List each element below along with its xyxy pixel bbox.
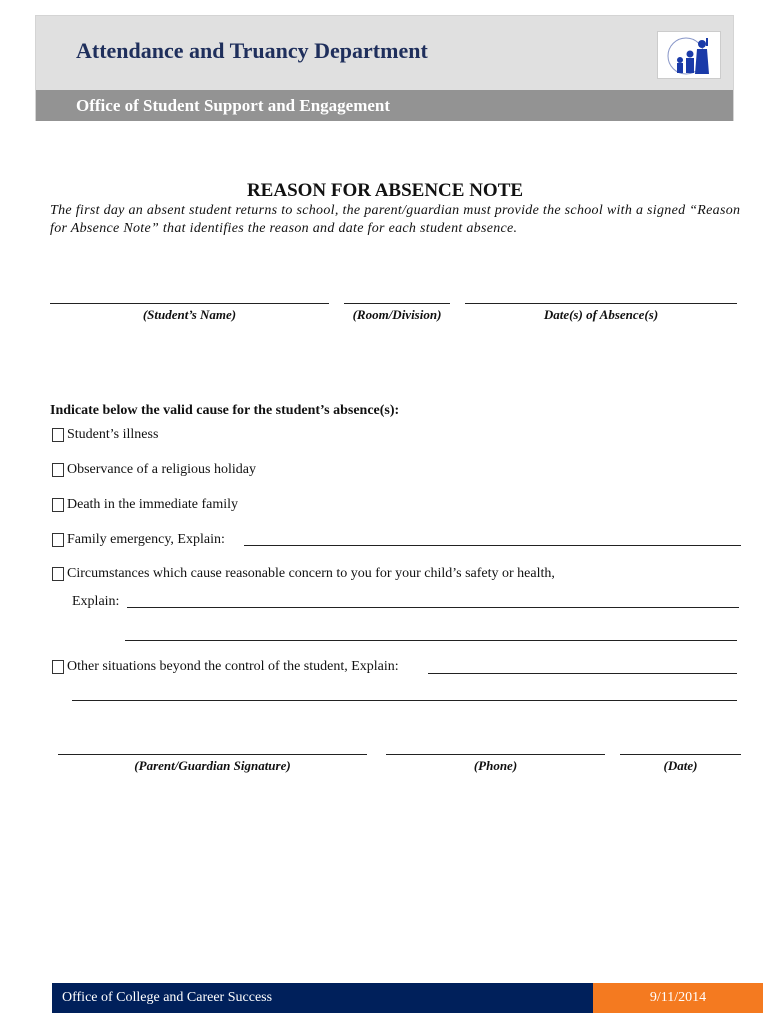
phone-caption: (Phone) — [473, 758, 518, 773]
office-subtitle: Office of Student Support and Engagement — [76, 96, 391, 115]
header-banner — [35, 15, 734, 121]
date-caption: (Date) — [663, 758, 698, 773]
checkbox[interactable] — [52, 463, 64, 477]
option-other-situations[interactable] — [52, 659, 399, 675]
other-explain-line-1[interactable] — [428, 673, 737, 674]
safety-explain-line-2[interactable] — [125, 640, 737, 641]
other-explain-line-2[interactable] — [72, 700, 737, 701]
district-logo — [657, 31, 721, 79]
dates-caption: Date(s) of Absence(s) — [543, 307, 659, 322]
option-label: Other situations beyond the control of the student, Explain: — [67, 659, 399, 674]
option-family-emergency[interactable] — [52, 532, 225, 548]
option-label: Death in the immediate family — [67, 497, 239, 512]
department-title: Attendance and Truancy Department — [76, 38, 428, 63]
phone-line[interactable] — [386, 754, 605, 755]
signature-line[interactable] — [58, 754, 367, 755]
safety-explain-line-1[interactable] — [127, 607, 739, 608]
option-label: Student’s illness — [67, 427, 159, 442]
explain-label: Explain: — [72, 594, 120, 609]
checkbox[interactable] — [52, 498, 64, 512]
checkbox[interactable] — [52, 533, 64, 547]
footer-office: Office of College and Career Success — [52, 983, 593, 1013]
option-safety-concern[interactable] — [52, 566, 555, 582]
family-emergency-explain-line[interactable] — [244, 545, 741, 546]
option-label: Circumstances which cause reasonable concern to you for your child’s safety or health, — [67, 566, 555, 581]
form-intro: The first day an absent student returns to school, the parent/guardian must provide the school with a signed “Reason for Absence Note” that identifies the reason and date for each student absence. — [50, 203, 741, 236]
student-name-caption: (Student’s Name) — [142, 307, 237, 322]
option-death-in-family[interactable] — [52, 497, 238, 513]
subtitle-band — [36, 90, 733, 121]
option-religious-holiday[interactable] — [52, 462, 256, 478]
checkbox[interactable] — [52, 428, 64, 442]
checkbox[interactable] — [52, 567, 64, 581]
form-title: REASON FOR ABSENCE NOTE — [246, 180, 524, 201]
signature-caption: (Parent/Guardian Signature) — [134, 758, 291, 773]
room-caption: (Room/Division) — [352, 307, 442, 322]
checkbox[interactable] — [52, 660, 64, 674]
date-line[interactable] — [620, 754, 741, 755]
dates-line[interactable] — [465, 303, 737, 304]
option-illness[interactable] — [52, 427, 158, 443]
room-line[interactable] — [344, 303, 450, 304]
footer-date: 9/11/2014 — [593, 983, 763, 1013]
student-name-line[interactable] — [50, 303, 329, 304]
option-label: Observance of a religious holiday — [67, 462, 256, 477]
option-label: Family emergency, Explain: — [67, 532, 225, 547]
cause-prompt: Indicate below the valid cause for the student’s absence(s): — [50, 403, 400, 418]
